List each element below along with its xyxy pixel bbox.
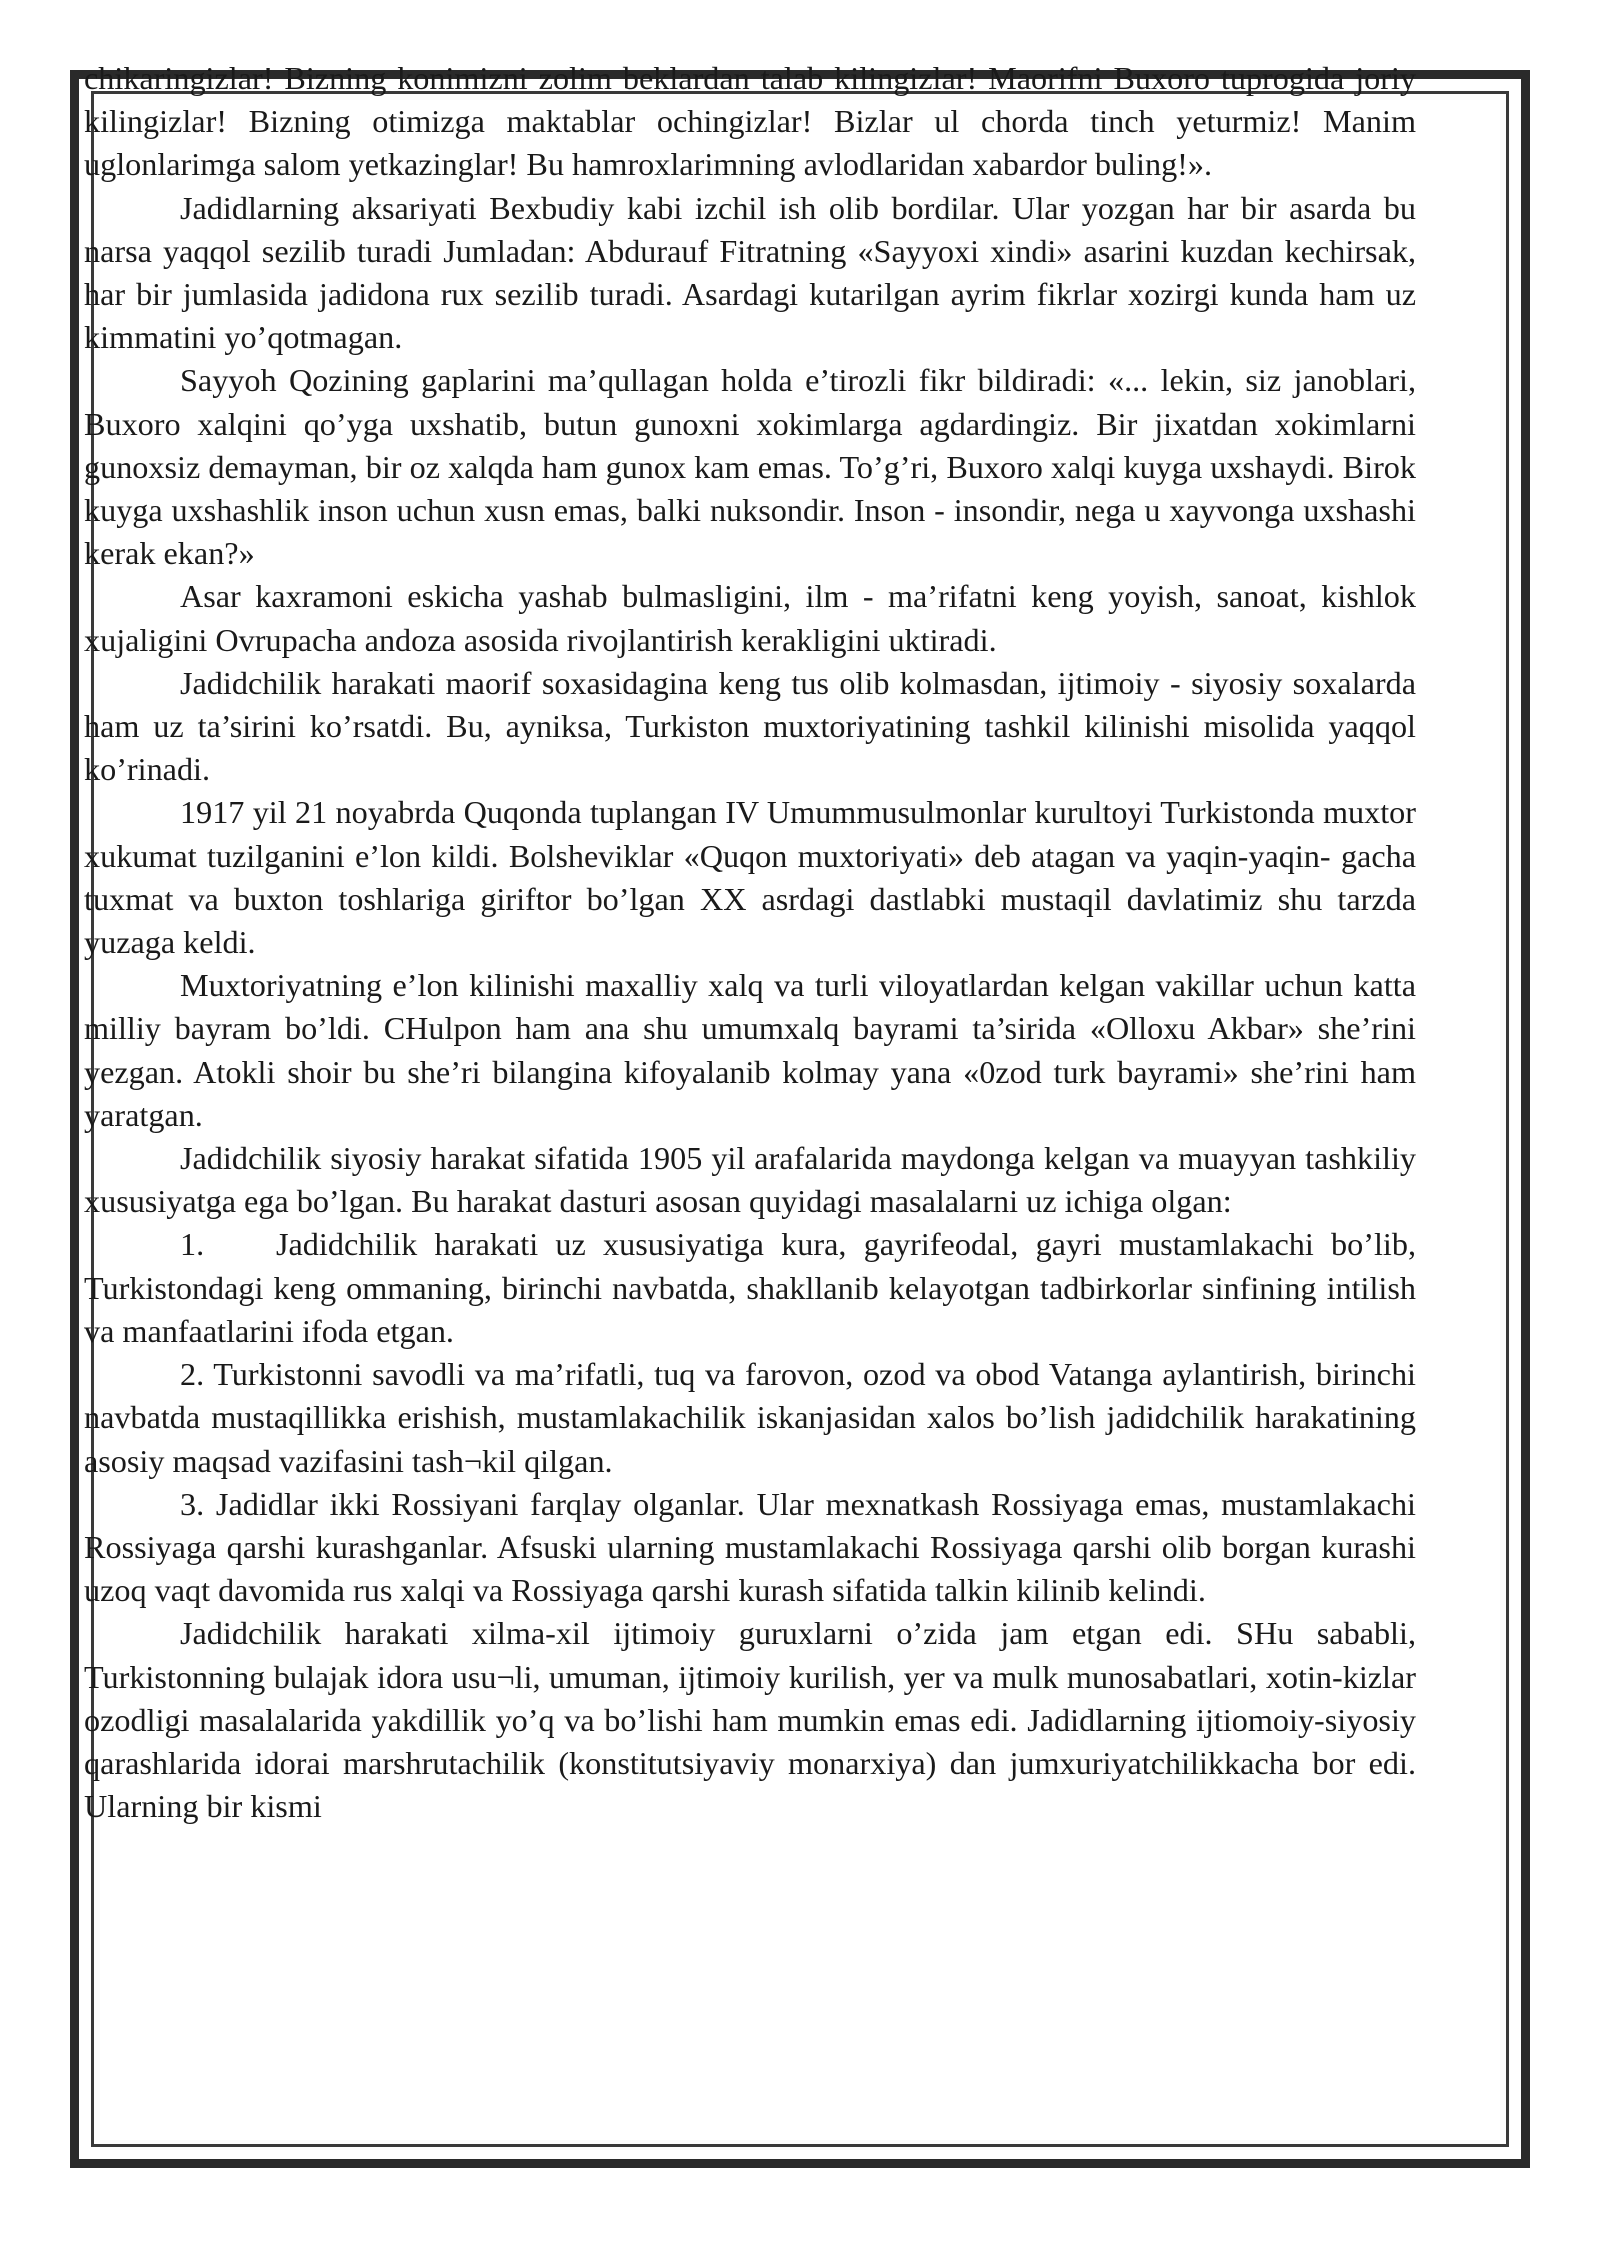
- paragraph: Jadidchilik harakati maorif soxasidagina keng tus olib kolmasdan, ijtimoiy - siyosiy soxalarda ham uz ta’sirini ko’rsatdi. Bu, ayniksa, Turkiston muxtoriyatining tashkil kilinishi misolida yaqqol ko’rinadi.: [84, 664, 1416, 788]
- paragraph-numbered: 3. Jadidlar ikki Rossiyani farqlay olganlar. Ular mexnatkash Rossiyaga emas, mustamlakachi Rossiyaga qarshi kurashganlar. Afsuski ularning mustamlakachi Rossiyaga qarshi olib borgan kurashi uzoq vaqt davomida rus xalqi va Rossiyaga qarshi kurash sifatida talkin kilinib kelindi.: [84, 1485, 1416, 1609]
- paragraph: Jadidlarning aksariyati Bexbudiy kabi izchil ish olib bordilar. Ular yozgan har bir asarda bu narsa yaqqol sezilib turadi Jumladan: Abdurauf Fitratning «Sayyoxi xindi» asarini kuzdan kechirsak, har bir jumlasida jadidona rux sezilib turadi. Asardagi kutarilgan ayrim fikrlar xozirgi kunda ham uz kimmatini yo’qotmagan.: [84, 189, 1416, 356]
- paragraph: 1917 yil 21 noyabrda Quqonda tuplangan IV Umummusulmonlar kurultoyi Turkistonda muxtor xukumat tuzilganini e’lon kildi. Bolsheviklar «Quqon muxtoriyati» deb atagan va yaqin-yaqin- gacha tuxmat va buxton toshlariga giriftor bo’lgan XX asrdagi dastlabki mustaqil davlatimiz shu tarzda yuzaga keldi.: [84, 794, 1416, 961]
- list-number: 1.: [180, 1226, 205, 1263]
- paragraph: Jadidchilik siyosiy harakat sifatida 1905 yil arafalarida maydonga kelgan va muayyan tashkiliy xususiyatga ega bo’lgan. Bu harakat dasturi asosan quyidagi masalalarni uz ichiga olgan:: [84, 1140, 1416, 1220]
- paragraph: Jadidchilik harakati xilma-xil ijtimoiy guruxlarni o’zida jam etgan edi. SHu sababli, Turkistonning bulajak idora usu¬li, umuman, ijtimoiy kurilish, yer va mulk munosabatlari, xotin-kizlar ozodligi masalalarida yakdillik yo’q va bo’lishi ham mumkin emas edi. Jadidlarning ijtiomoiy-siyosiy qarashlarida idorai marshrutachilik (konstitutsiyaviy monarxiya) dan jumxuriyatchilikkacha bor edi. Ularning bir kismi: [84, 1615, 1416, 1825]
- document-body: [84, 57, 1416, 1828]
- paragraph: Muxtoriyatning e’lon kilinishi maxalliy xalq va turli viloyatlardan kelgan vakillar uchun katta milliy bayram bo’ldi. CHulpon ham ana shu umumxalq bayrami ta’sirida «Olloxu Akbar» she’rini yezgan. Atokli shoir bu she’ri bilangina kifoyalanib kolmay yana «0zod turk bayrami» she’rini ham yaratgan.: [84, 967, 1416, 1133]
- paragraph-continuation: chikaringizlar! Bizning konimizni zolim beklardan talab kilingizlar! Maorifni Buxoro tuprogida joriy kilingizlar! Bizning otimizga maktablar ochingizlar! Bizlar ul chorda tinch yeturmiz! Manim uglonlarimga salom yetkazinglar! Bu hamroxlarimning avlodlaridan xabardor buling!».: [84, 60, 1416, 183]
- paragraph: Sayyoh Qozining gaplarini ma’qullagan holda e’tirozli fikr bildiradi: «... lekin, siz janoblari, Buxoro xalqini qo’yga uxshatib, butun gunoxni xokimlarga agdardingiz. Bir jixatdan xokimlarni gunoxsiz demayman, bir oz xalqda ham gunox kam emas. To’g’ri, Buxoro xalqi kuyga uxshaydi. Birok kuyga uxshashlik inson uchun xusn emas, balki nuksondir. Inson - insondir, nega u xayvonga uxshashi kerak ekan?»: [84, 362, 1416, 572]
- list-item-text: Jadidchilik harakati uz xususiyatiga kura, gayrifeodal, gayri mustamlakachi bo’lib, Turkistondagi keng ommaning, birinchi navbatda, shakllanib kelayotgan tadbirkorlar sinfining intilish va manfaatlarini ifoda etgan.: [84, 1226, 1416, 1349]
- list-item-numbered: [84, 1223, 1416, 1353]
- paragraph: Asar kaxramoni eskicha yashab bulmasligini, ilm - ma’rifatni keng yoyish, sanoat, kishlok xujaligini Ovrupacha andoza asosida rivojlantirish kerakligini uktiradi.: [84, 578, 1416, 658]
- paragraph-numbered: 2. Turkistonni savodli va ma’rifatli, tuq va farovon, ozod va obod Vatanga aylantirish, birinchi navbatda mustaqillikka erishish, mustamlakachilik iskanjasidan xalos bo’lish jadidchilik harakatining asosiy maqsad vazifasini tash¬kil qilgan.: [84, 1356, 1416, 1479]
